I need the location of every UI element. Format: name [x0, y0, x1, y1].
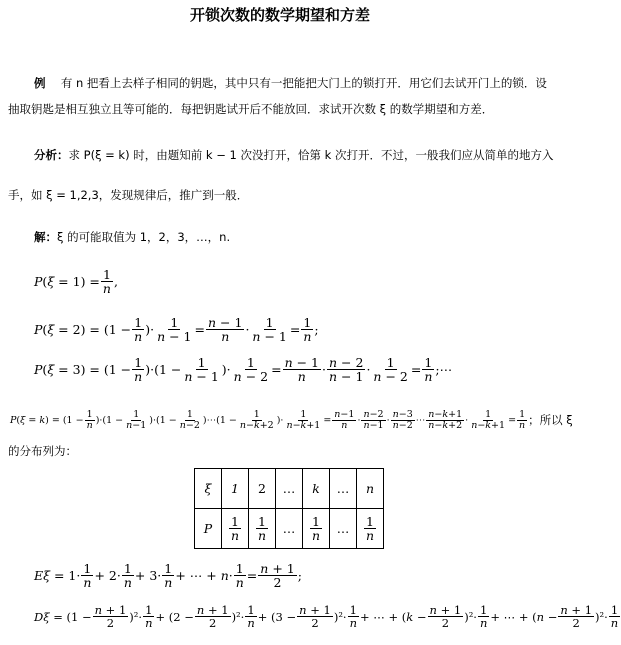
analysis-text-1: 求 P(ξ = k) 时，由题知前 k − 1 次没打开，恰第 k 次打开．不过，一般我们应从简单的地方入: [68, 148, 554, 162]
table-row-xi: [195, 469, 384, 509]
table-cell: …: [276, 509, 303, 549]
formula-pk: P(ξ = k) = (1 − $\frac{1}{n}$ )·(1 − $\frac{1}{n-1}$ )·(1 − $\frac{1}{n-2}$ )⋯(1 − $\frac{1}{n-k+2}$ )· $\frac{1}{n-k+1}$ = $\frac{n-1}{n}$ · $\frac{n-2}{n-1}$ · $\frac{n-3}{n-2}$ ⋯ $\frac{n-k+1}{n-k+2}$ · $\frac{1}{n-k+1}$ = $\frac{1}{n}$ ；所以 ξ: [10, 409, 573, 431]
general-suffix: ；所以 ξ: [528, 413, 573, 428]
table-cell: $\frac{1}{n}$: [249, 509, 276, 549]
table-cell: $\frac{1}{n}$: [303, 509, 330, 549]
table-cell: 1: [222, 469, 249, 509]
table-row-p: [195, 509, 384, 549]
table-cell: …: [330, 469, 357, 509]
example-text-1: 有 n 把看上去样子相同的钥匙，其中只有一把能把大门上的锁打开．用它们去试开门上的锁．设: [60, 76, 547, 90]
formula-p1: P(ξ = 1) = $\frac{1}{n}$ ,: [34, 267, 118, 297]
distribution-intro: 的分布列为：: [8, 444, 77, 458]
table-cell: $\frac{1}{n}$: [222, 509, 249, 549]
table-cell: ξ: [195, 469, 222, 509]
example-label: 例: [34, 76, 46, 90]
distribution-table: [194, 468, 384, 549]
page-title: 开锁次数的数学期望和方差: [189, 6, 370, 24]
solution-text: ξ 的可能取值为 1，2，3，…，n.: [57, 230, 231, 244]
formula-p2: P(ξ = 2) = (1 − $\frac{1}{n}$ )· $\frac{1}{n - 1}$ = $\frac{n - 1}{n}$ · $\frac{1}{n - 1}$ = $\frac{1}{n}$ ;: [34, 315, 319, 345]
formula-p3: P(ξ = 3) = (1 − $\frac{1}{n}$ )·(1 − $\frac{1}{n - 1}$ )· $\frac{1}{n - 2}$ = $\frac{n - 1}{n}$ · $\frac{n - 2}{n - 1}$ · $\frac{1}{n - 2}$ = $\frac{1}{n}$ ;⋯: [34, 355, 453, 385]
solution-label: 解：: [34, 230, 57, 244]
table-cell: k: [303, 469, 330, 509]
analysis-line-1: [34, 147, 553, 163]
formula-expectation: Eξ = 1· $\frac{1}{n}$ + 2· $\frac{1}{n}$ + 3· $\frac{1}{n}$ + ⋯ + n· $\frac{1}{n}$ = $\frac{n + 1}{2}$ ;: [34, 561, 302, 591]
analysis-line-2: 手，如 ξ = 1,2,3，发现规律后，推广到一般．: [8, 188, 249, 202]
analysis-label: 分析：: [34, 148, 69, 162]
table-cell: …: [330, 509, 357, 549]
table-cell: 2: [249, 469, 276, 509]
table-cell: …: [276, 469, 303, 509]
example-line-1: [34, 75, 547, 91]
table-cell: n: [357, 469, 384, 509]
formula-variance: Dξ = (1 − $\frac{n + 1}{2}$ )²· $\frac{1}{n}$ + (2 − $\frac{n + 1}{2}$ )²· $\frac{1}{n}$ + (3 − $\frac{n + 1}{2}$ )²· $\frac{1}{n}$ + ⋯ + (k − $\frac{n + 1}{2}$ )²· $\frac{1}{n}$ + ⋯ + (n − $\frac{n + 1}{2}$ )²· $\frac{1}{n}$: [34, 603, 619, 631]
table-cell: P: [195, 509, 222, 549]
example-line-2: 抽取钥匙是相互独立且等可能的．每把钥匙试开后不能放回．求试开次数 ξ 的数学期望和方差．: [8, 102, 494, 116]
table-cell: $\frac{1}{n}$: [357, 509, 384, 549]
solution-line: [34, 229, 230, 245]
